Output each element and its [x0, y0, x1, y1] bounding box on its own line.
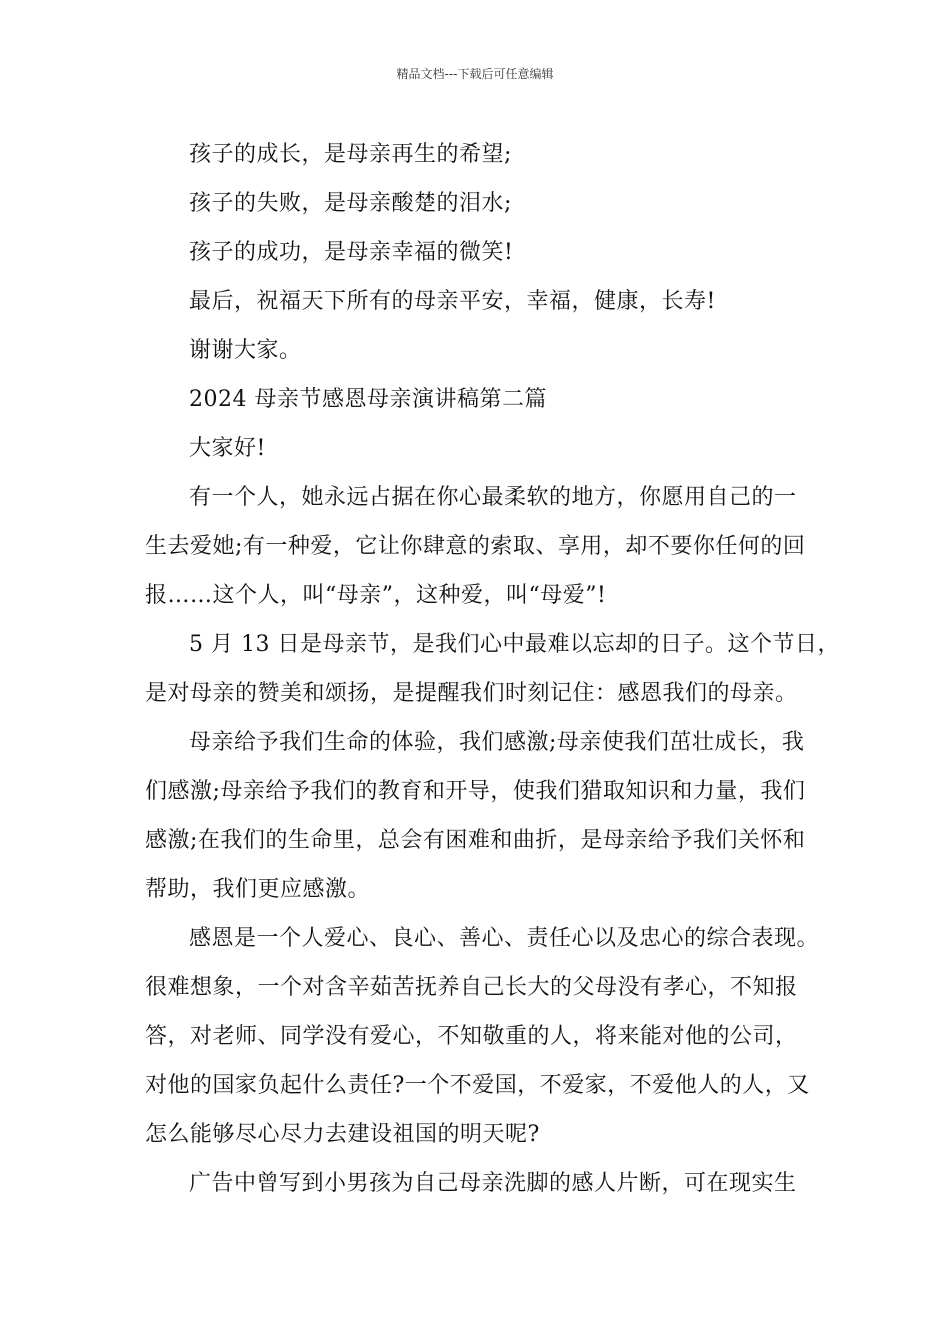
- paragraph: [145, 1159, 825, 1208]
- text-line: 有一个人，她永远占据在你心最柔软的地方，你愿用自己的一: [189, 485, 797, 510]
- paragraph: [145, 130, 825, 179]
- text-line: 怎么能够尽心尽力去建设祖国的明天呢?: [145, 1122, 540, 1147]
- text-line: 很难想象，一个对含辛茹苦抚养自己长大的父母没有孝心，不知报: [145, 975, 798, 1000]
- greeting: [145, 424, 825, 473]
- document-body: [145, 130, 840, 1208]
- text-line: 5 月 13 日是母亲节，是我们心中最难以忘却的日子。这个节日，: [189, 632, 840, 657]
- text-line: 谢谢大家。: [189, 338, 302, 363]
- text-line: 最后，祝福天下所有的母亲平安，幸福，健康，长寿!: [189, 289, 716, 314]
- text-line: 2024 母亲节感恩母亲演讲稿第二篇: [189, 387, 547, 412]
- text-line: 母亲给予我们生命的体验，我们感激;母亲使我们茁壮成长，我: [189, 730, 805, 755]
- text-line: 对他的国家负起什么责任?一个不爱国，不爱家，不爱他人的人，又: [145, 1073, 810, 1098]
- text-line: 答，对老师、同学没有爱心，不知敬重的人，将来能对他的公司，: [145, 1024, 798, 1049]
- text-line: 广告中曾写到小男孩为自己母亲洗脚的感人片断，可在现实生: [189, 1171, 797, 1196]
- text-line: 孩子的成长，是母亲再生的希望;: [189, 142, 512, 167]
- section-title: [145, 375, 825, 424]
- text-line: 感恩是一个人爱心、良心、善心、责任心以及忠心的综合表现。: [189, 926, 820, 951]
- text-line: 帮助，我们更应感激。: [145, 877, 371, 902]
- page-header: 精品文档---下载后可任意编辑: [396, 67, 554, 81]
- text-line: 生去爱她;有一种爱，它让你肆意的索取、享用，却不要你任何的回: [145, 534, 806, 559]
- text-line: 孩子的失败，是母亲酸楚的泪水;: [189, 191, 512, 216]
- text-line: 是对母亲的赞美和颂扬，是提醒我们时刻记住：感恩我们的母亲。: [145, 681, 798, 706]
- paragraph: [145, 277, 825, 326]
- paragraph: [145, 228, 825, 277]
- paragraph: [145, 914, 825, 1159]
- text-line: 们感激;母亲给予我们的教育和开导，使我们猎取知识和力量，我们: [145, 779, 806, 804]
- paragraph: [145, 473, 825, 620]
- paragraph: [145, 179, 825, 228]
- text-line: 感激;在我们的生命里，总会有困难和曲折，是母亲给予我们关怀和: [145, 828, 806, 853]
- text-line: 大家好!: [189, 436, 266, 461]
- paragraph: [145, 620, 840, 718]
- paragraph: [145, 326, 825, 375]
- paragraph: [145, 718, 825, 914]
- text-line: 报……这个人，叫“母亲”，这种爱，叫“母爱”!: [145, 583, 607, 608]
- text-line: 孩子的成功，是母亲幸福的微笑!: [189, 240, 514, 265]
